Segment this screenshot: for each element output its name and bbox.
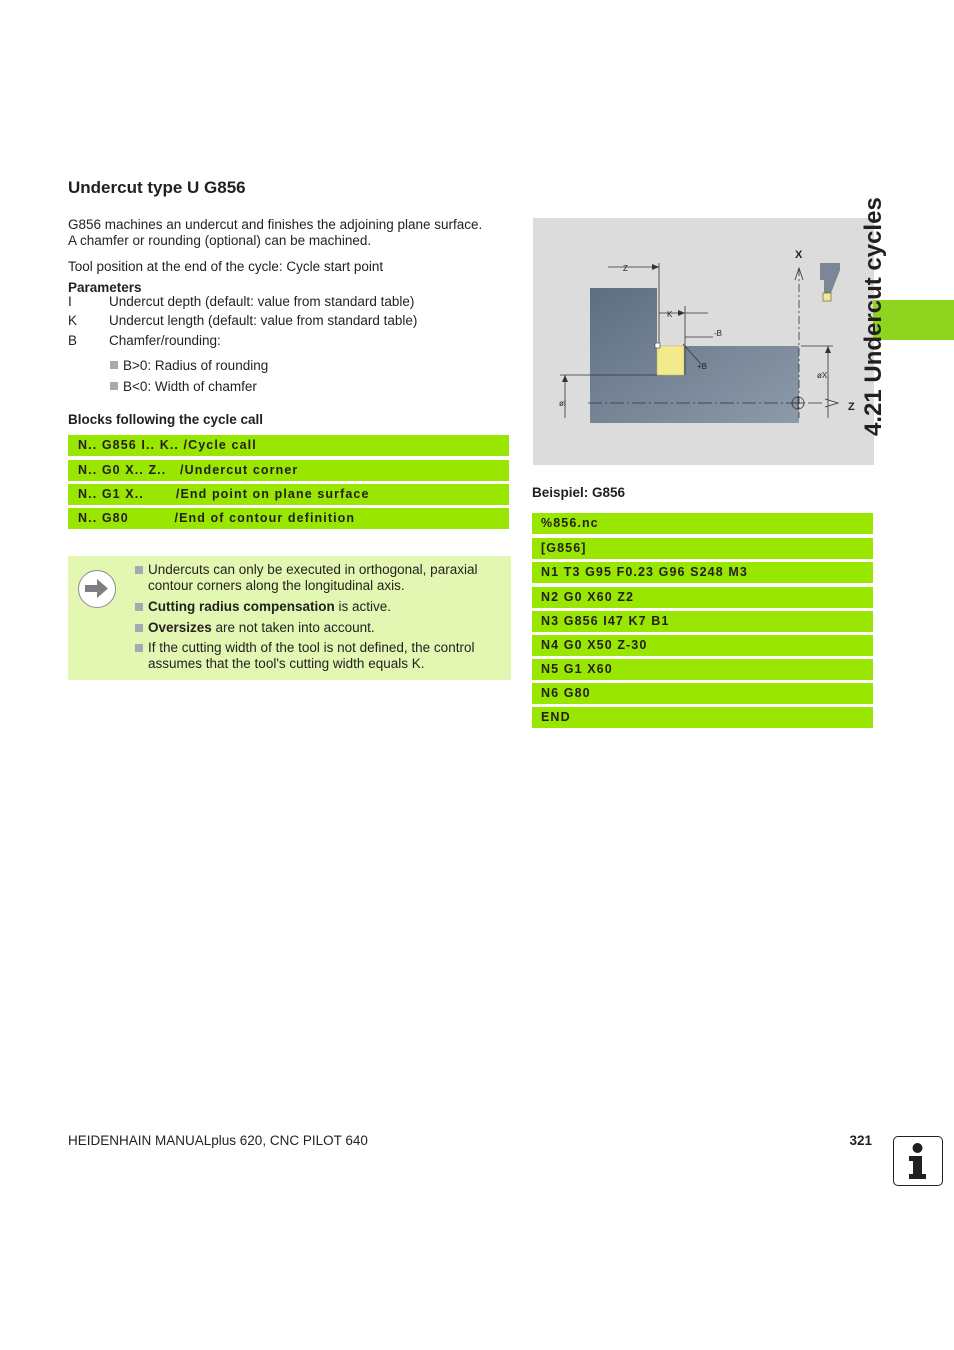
note-text-line: Undercuts can only be executed in orthogonal, paraxial [148,562,478,577]
page-title: Undercut type U G856 [68,178,246,197]
info-icon [893,1136,943,1186]
note-text: is active. [334,599,392,614]
example-code-line: %856.nc [532,513,873,534]
note-text-line: assumes that the tool's cutting width equals K. [148,656,425,671]
example-code-line: N1 T3 G95 F0.23 G96 S248 M3 [532,562,873,583]
k-label: K [667,310,673,319]
note-item [135,620,507,636]
note-text: are not taken into account. [211,620,375,635]
bullet-square-icon [135,603,143,611]
bullet-square-icon [110,382,118,390]
start-point-marker [655,343,660,348]
sub-bullet-text: B>0: Radius of rounding [123,358,269,373]
x-axis-label: X [795,249,803,261]
note-item [135,640,507,672]
phi-x-label: øX [817,371,828,380]
parameters-heading: Parameters [68,280,142,295]
bullet-square-icon [135,644,143,652]
bullet-square-icon [110,361,118,369]
code-line: N.. G80 /End of contour definition [68,508,509,529]
note-item [135,599,507,615]
chapter-side-title: 4.21 Undercut cycles [860,197,887,436]
z-dimension-label: Z [623,264,628,273]
parameter-key: K [68,313,78,328]
code-line: N.. G0 X.. Z.. /Undercut corner [68,460,509,481]
sub-bullet-text: B<0: Width of chamfer [123,379,257,394]
example-code-line: END [532,707,873,728]
b-negative-label: -B [714,329,722,338]
example-code-line: [G856] [532,538,873,559]
phi-i-label: øI [559,399,567,408]
undercut-area [657,346,684,375]
code-line: N.. G856 I.. K.. /Cycle call [68,435,509,456]
tool-shape [820,263,840,293]
sub-bullet-item [110,358,268,373]
bullet-square-icon [135,624,143,632]
bullet-square-icon [135,566,143,574]
arrow-right-icon [78,570,116,608]
example-heading: Beispiel: G856 [532,485,626,500]
blocks-heading: Blocks following the cycle call [68,412,264,427]
z-axis-label: Z [848,401,855,413]
note-bold-text: Oversizes [148,620,212,635]
example-code-line: N6 G80 [532,683,873,704]
undercut-diagram [533,218,874,465]
page-number: 321 [849,1133,872,1148]
parameter-description: Undercut depth (default: value from standard table) [109,294,415,309]
note-text-line: contour corners along the longitudinal axis. [148,578,405,593]
parameter-key: B [68,333,78,348]
intro-line-2: A chamfer or rounding (optional) can be machined. [68,233,372,248]
parameter-key: I [68,294,72,309]
example-code-line: N3 G856 I47 K7 B1 [532,611,873,632]
example-code-line: N5 G1 X60 [532,659,873,680]
note-bold-text: Cutting radius compensation [148,599,335,614]
code-line: N.. G1 X.. /End point on plane surface [68,484,509,505]
tool-position-text: Tool position at the end of the cycle: Cycle start point [68,259,384,274]
example-code-line: N4 G0 X50 Z-30 [532,635,873,656]
note-text-line: If the cutting width of the tool is not defined, the control [148,640,475,655]
note-item [135,562,507,594]
parameter-description: Chamfer/rounding: [109,333,221,348]
intro-line-1: G856 machines an undercut and finishes the adjoining plane surface. [68,217,483,232]
parameter-description: Undercut length (default: value from standard table) [109,313,418,328]
sub-bullet-item [110,379,257,394]
b-positive-label: +B [697,362,708,371]
example-code-line: N2 G0 X60 Z2 [532,587,873,608]
footer-text: HEIDENHAIN MANUALplus 620, CNC PILOT 640 [68,1133,368,1148]
